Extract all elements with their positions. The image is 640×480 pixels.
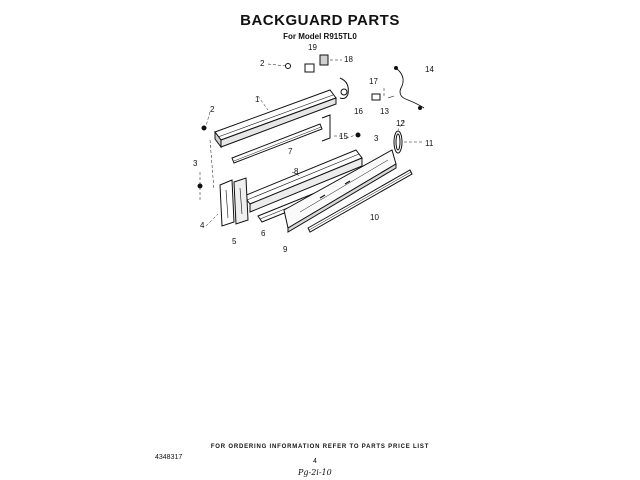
callout-2-left: 2 [210, 105, 215, 114]
callout-4: 4 [200, 221, 205, 230]
document-number: 4348317 [155, 454, 183, 461]
handwritten-note: Pg-2i-10 [298, 468, 332, 477]
callout-9: 9 [283, 245, 288, 254]
part-wire-harness [388, 67, 424, 110]
callout-3-right: 3 [374, 134, 379, 143]
callout-18: 18 [344, 55, 353, 64]
diagram-title: BACKGUARD PARTS [240, 12, 400, 29]
callout-7: 7 [288, 147, 293, 156]
callout-1: 1 [255, 95, 260, 104]
callout-11: 11 [425, 139, 434, 148]
ordering-note: FOR ORDERING INFORMATION REFER TO PARTS PRICE LIST [210, 444, 430, 450]
callout-15: 15 [339, 132, 348, 141]
callout-13: 13 [380, 107, 389, 116]
callout-2-top: 2 [260, 59, 265, 68]
part-upper-panel [215, 90, 336, 147]
callout-16: 16 [354, 107, 363, 116]
part-right-end-cap [394, 131, 402, 153]
callout-19: 19 [308, 43, 317, 52]
page-number: 4 [313, 458, 317, 465]
callout-5: 5 [232, 237, 237, 246]
part-left-end-caps [220, 178, 248, 226]
callout-6: 6 [261, 229, 266, 238]
model-subtitle: For Model R915TL0 [283, 32, 357, 41]
callout-10: 10 [370, 213, 379, 222]
callout-12: 12 [396, 119, 405, 128]
callout-8: 8 [294, 167, 299, 176]
callout-3-left: 3 [193, 159, 198, 168]
callout-17: 17 [369, 77, 378, 86]
callout-14: 14 [425, 65, 434, 74]
part-bracket [322, 115, 330, 141]
